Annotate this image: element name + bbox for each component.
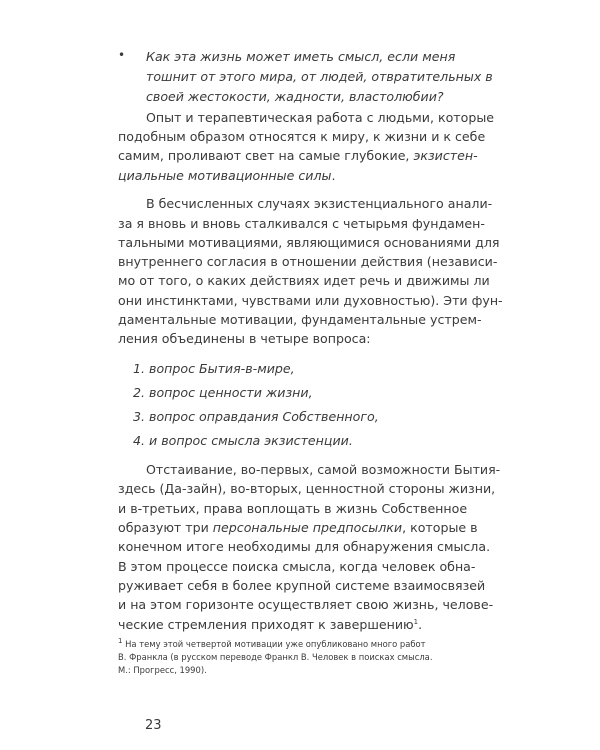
list-item: 4. и вопрос смысла экзистенции.	[133, 432, 353, 448]
paragraph-line: здесь (Да-зайн), во-вторых, ценностной стороны жизни,	[118, 481, 496, 497]
paragraph-line: В этом процессе поиска смысла, когда человек обна-	[118, 558, 476, 574]
paragraph-line: руживает себя в более крупной системе взаимосвязей	[118, 578, 486, 593]
footnote-line: М.: Прогресс, 1990).	[118, 664, 207, 675]
list-item: 2. вопрос ценности жизни,	[133, 384, 313, 400]
page-number: 23	[145, 718, 162, 733]
emphasis-text: циальные мотивационные силы	[118, 167, 332, 183]
footnote-mark: 1	[118, 637, 123, 645]
bullet-line: Как эта жизнь может иметь смысл, если меня	[146, 49, 456, 64]
paragraph-line	[118, 519, 478, 537]
paragraph-line: за я вновь и вновь сталкивался с четырьмя фундамен-	[118, 215, 485, 231]
paragraph-line	[118, 167, 335, 185]
text-run: ческие стремления приходят к завершению	[118, 616, 414, 632]
paragraph-line: В бесчисленных случаях экзистенциального анали-	[146, 196, 493, 212]
paragraph-line: они инстинктами, чувствами или духовностью). Эти фун-	[118, 292, 503, 308]
paragraph-line: даментальные мотивации, фундаментальные устрем-	[118, 312, 482, 328]
paragraph-line: Отстаивание, во-первых, самой возможности Бытия-	[146, 462, 501, 478]
text-run: .	[418, 616, 423, 632]
bullet-line: тошнит от этого мира, от людей, отвратительных в	[146, 69, 493, 85]
list-item: 1. вопрос Бытия-в-мире,	[133, 360, 295, 376]
emphasis-text: экзистен-	[413, 148, 478, 164]
paragraph-line: Опыт и терапевтическая работа с людьми, которые	[146, 109, 495, 125]
footnote-ref: 1	[413, 617, 419, 626]
paragraph-line: ления объединены в четыре вопроса:	[118, 331, 371, 347]
list-item: 3. вопрос оправдания Собственного,	[133, 408, 379, 424]
text-run: самим, проливают свет на самые глубокие,	[118, 148, 414, 164]
paragraph-line: внутреннего согласия в отношении действия (независи-	[118, 254, 498, 270]
footnote-line: В. Франкла (в русском переводе Франкл В. Человек в поисках смысла.	[118, 651, 433, 662]
bullet-line: своей жестокости, жадности, властолюбии?	[146, 88, 444, 104]
text-run: .	[331, 167, 336, 183]
paragraph-line	[118, 147, 478, 165]
bullet-marker: •	[118, 48, 126, 62]
paragraph-line: мо от того, о каких действиях идет речь и движимы ли	[118, 273, 490, 289]
text-run: , которые в	[402, 520, 478, 536]
paragraph-line: и на этом горизонте осуществляет свою жизнь, челове-	[118, 597, 494, 613]
paragraph-line	[118, 616, 422, 634]
text-run: На тему этой четвертой мотивации уже опубликовано много работ	[122, 638, 426, 649]
emphasis-text: персональные предпосылки	[212, 520, 403, 536]
paragraph-line: конечном итоге необходимы для обнаружения смысла.	[118, 539, 491, 555]
paragraph-line: подобным образом относятся к миру, к жизни и к себе	[118, 129, 486, 145]
text-run: образуют три	[118, 520, 213, 536]
paragraph-line: и в-третьих, права воплощать в жизнь Собственное	[118, 500, 468, 516]
paragraph-line: тальными мотивациями, являющимися основаниями для	[118, 234, 500, 250]
